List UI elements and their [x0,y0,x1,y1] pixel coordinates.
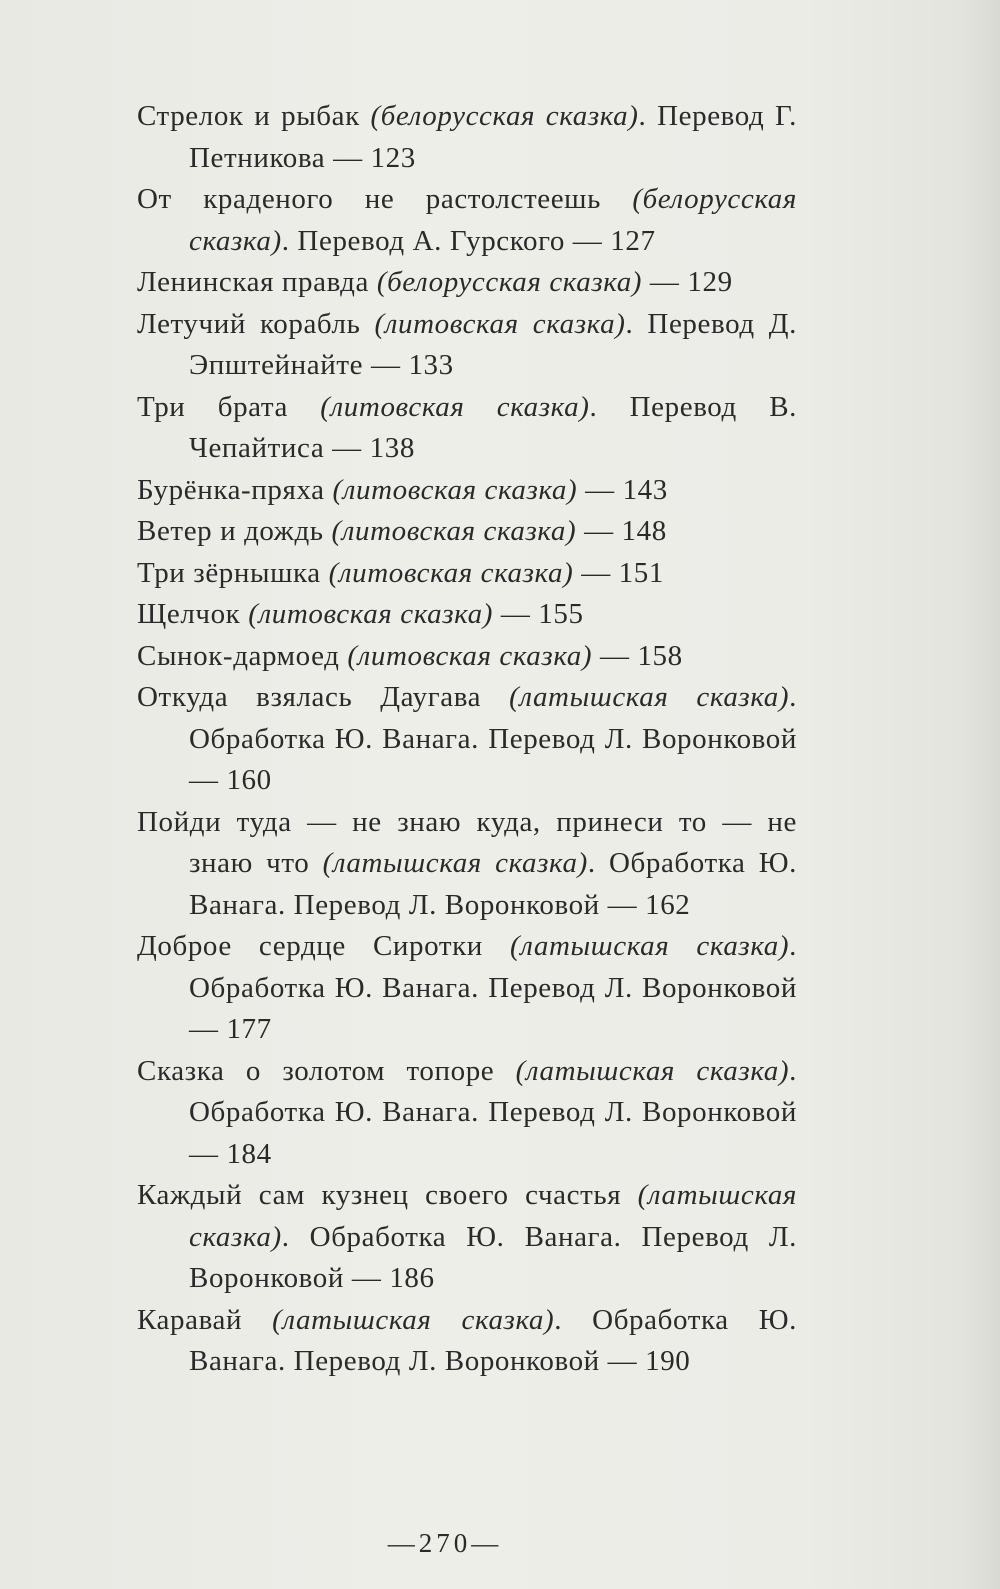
toc-entry: Сынок-дармоед (литовская сказка) — 158 [137,639,683,672]
entry-page: 162 [645,888,691,921]
entry-page: 127 [610,224,656,257]
entry-title: Доброе сердце Сиротки [137,930,483,962]
toc-entry: Доброе сердце Сиротки (латышская сказка). Обработка Ю. Ванага. Перевод Л. Воронковой — 177 [137,930,797,1045]
entry-page: 186 [389,1262,435,1294]
entry-page: 138 [369,432,415,464]
table-of-contents [137,96,797,1383]
entry-page: 190 [645,1345,691,1377]
entry-note: (литовская сказка) [374,307,626,340]
entry-note: (белорусская сказка) [370,100,639,132]
toc-entry: Сказка о золотом топоре (латышская сказка). Обработка Ю. Ванага. Перевод Л. Воронковой — 184 [137,1054,797,1170]
entry-translation: . Перевод Г. Петникова [189,100,797,174]
entry-note: (литовская сказка) [331,515,577,547]
entry-note: (латышская сказка) [322,847,588,879]
entry-title: Пойди туда — не знаю куда, принеси то — не знаю что [137,805,797,879]
entry-page: 177 [226,1013,272,1045]
entry-note: (латышская сказка) [272,1303,555,1336]
entry-translation: . Обработка Ю. Ванага. Перевод Л. Воронковой [189,1220,797,1294]
entry-note: (литовская сказка) [248,598,493,630]
toc-entry: Ленинская правда (белорусская сказка) — 129 [137,266,733,298]
toc-entry: Летучий корабль (литовская сказка). Перевод Д. Эпштейнайте — 133 [137,307,797,381]
entry-page: 143 [622,473,668,506]
entry-note: (литовская сказка) [328,556,574,589]
entry-title: Сказка о золотом топоре [137,1054,495,1087]
entry-title: Летучий корабль [137,307,361,340]
entry-note: (белорусская сказка) [376,266,643,298]
entry-title: Стрелок и рыбак [137,100,360,132]
toc-entry: Бурёнка-пряха (литовская сказка) — 143 [137,473,668,506]
entry-note: (литовская сказка) [347,639,593,672]
entry-title: Сынок-дармоед [137,639,340,672]
toc-entry: Каравай (латышская сказка). Обработка Ю. Ванага. Перевод Л. Воронковой — 190 [137,1303,797,1377]
entry-title: Каравай [137,1303,243,1336]
entry-translation: . Обработка Ю. Ванага. Перевод Л. Воронковой [189,847,797,921]
entry-page: 158 [637,639,683,672]
entry-title: Ветер и дождь [137,515,324,547]
entry-note: (литовская сказка) [332,473,578,506]
page-number: —270— [387,1528,503,1558]
entry-translation: . Перевод В. Чепайтиса [189,390,797,464]
toc-entry: Щелчок (литовская сказка) — 155 [137,598,584,630]
entry-page: 160 [226,764,272,796]
toc-entry: Откуда взялась Даугава (латышская сказка). Обработка Ю. Ванага. Перевод Л. Воронковой — 160 [137,681,797,796]
entry-translation: . Обработка Ю. Ванага. Перевод Л. Воронковой [189,1054,797,1128]
entry-page: 123 [370,141,416,174]
entry-translation: . Обработка Ю. Ванага. Перевод Л. Воронковой [189,1303,797,1377]
entry-note: (латышская сказка) [189,1179,797,1253]
entry-title: Три зёрнышка [137,556,321,589]
entry-title: Откуда взялась Даугава [137,681,482,713]
entry-page: 184 [226,1137,272,1170]
entry-title: Ленинская правда [137,266,369,298]
toc-entry: Ветер и дождь (литовская сказка) — 148 [137,515,667,547]
entry-translation: . Перевод А. Гурского [281,224,565,257]
entry-page: 129 [687,266,733,298]
toc-entry: Три зёрнышка (литовская сказка) — 151 [137,556,664,589]
entry-page: 148 [621,515,667,547]
entry-translation: . Перевод Д. Эпштейнайте [189,307,797,381]
entry-note: (латышская сказка) [509,681,790,713]
entry-title: Бурёнка-пряха [137,473,325,506]
toc-entry: Пойди туда — не знаю куда, принеси то — не знаю что (латышская сказка). Обработка Ю. Ванага. Перевод Л. Воронковой — 162 [137,805,797,921]
toc-entry: Три брата (литовская сказка). Перевод В. Чепайтиса — 138 [137,390,797,464]
entry-page: 155 [538,598,584,630]
toc-entry: От краденого не растолстеешь (белорусская сказка). Перевод А. Гурского — 127 [137,183,797,257]
toc-entry: Стрелок и рыбак (белорусская сказка). Перевод Г. Петникова — 123 [137,100,797,174]
entry-note: (латышская сказка) [515,1054,790,1087]
entry-title: Щелчок [137,598,241,630]
entry-title: Каждый сам кузнец своего счастья [137,1179,622,1211]
entry-translation: . Обработка Ю. Ванага. Перевод Л. Воронковой [189,681,797,755]
entry-page: 151 [618,556,664,589]
entry-translation: . Обработка Ю. Ванага. Перевод Л. Воронковой [189,930,797,1004]
entry-note: (латышская сказка) [510,930,790,962]
entry-note: (белорусская сказка) [189,183,797,257]
entry-note: (литовская сказка) [320,390,590,423]
entry-title: Три брата [137,390,288,423]
entry-title: От краденого не растолстеешь [137,183,601,215]
toc-entry: Каждый сам кузнец своего счастья (латышская сказка). Обработка Ю. Ванага. Перевод Л. Воронковой — 186 [137,1179,797,1294]
entry-page: 133 [408,349,454,381]
